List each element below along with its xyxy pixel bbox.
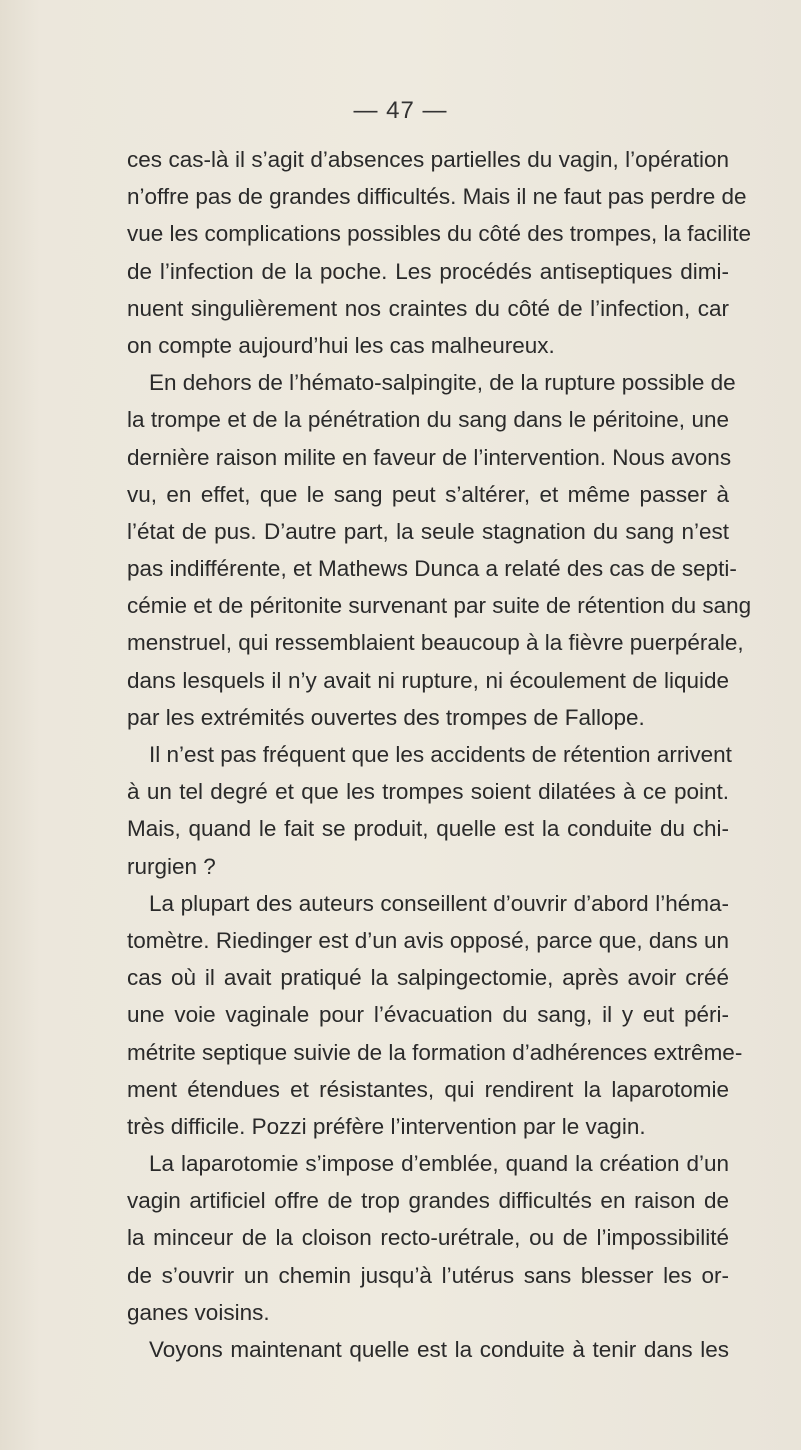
text-line: cémie et de péritonite survenant par suite de rétention du sang	[127, 593, 752, 619]
text-line: Voyons maintenant quelle est la conduite à tenir dans les	[149, 1337, 729, 1362]
text-line: vagin artificiel offre de trop grandes difficultés en raison de	[127, 1188, 729, 1214]
text-line: La plupart des auteurs conseillent d’ouvrir d’abord l’héma-	[149, 890, 729, 916]
text-line: menstruel, qui ressemblaient beaucoup à la fièvre puerpérale,	[127, 630, 744, 656]
text-line: de l’infection de la poche. Les procédés antiseptiques dimi-	[127, 258, 729, 284]
text-line: la minceur de la cloison recto-urétrale, ou de l’impossibilité	[127, 1225, 729, 1251]
text-line: La laparotomie s’impose d’emblée, quand la création d’un	[149, 1151, 729, 1177]
text-line: la trompe et de la pénétration du sang dans le péritoine, une	[127, 407, 729, 433]
text-line: ces cas-là il s’agit d’absences partielles du vagin, l’opération	[127, 147, 729, 172]
text-line: ment étendues et résistantes, qui rendirent la laparotomie	[127, 1076, 729, 1102]
text-line: dans lesquels il n’y avait ni rupture, ni écoulement de liquide	[127, 667, 729, 693]
text-line: dernière raison milite en faveur de l’intervention. Nous avons	[127, 444, 732, 470]
text-line: une voie vaginale pour l’évacuation du sang, il y eut péri-	[127, 1002, 729, 1028]
text-line: n’offre pas de grandes difficultés. Mais il ne faut pas perdre de	[127, 184, 747, 210]
text-line: cas où il avait pratiqué la salpingectomie, après avoir créé	[127, 965, 729, 991]
body-text	[127, 141, 752, 1368]
text-line: vu, en effet, que le sang peut s’altérer, et même passer à	[127, 481, 729, 507]
text-line: très difficile. Pozzi préfère l’intervention par le vagin.	[127, 1113, 646, 1139]
text-line: de s’ouvrir un chemin jusqu’à l’utérus sans blesser les or-	[127, 1262, 729, 1288]
text-line: Mais, quand le fait se produit, quelle est la conduite du chi-	[127, 816, 729, 842]
text-line: l’état de pus. D’autre part, la seule stagnation du sang n’est	[127, 518, 729, 544]
page-number: — 47 —	[353, 97, 448, 124]
text-line: on compte aujourd’hui les cas malheureux.	[127, 332, 555, 358]
text-line: par les extrémités ouvertes des trompes de Fallope.	[127, 704, 645, 730]
text-line: à un tel degré et que les trompes soient dilatées à ce point.	[127, 779, 729, 805]
text-line: vue les complications possibles du côté des trompes, la facilite	[127, 221, 752, 247]
text-line: rurgien ?	[127, 853, 216, 879]
text-line: métrite septique suivie de la formation d’adhérences extrême-	[127, 1039, 743, 1065]
text-line: tomètre. Riedinger est d’un avis opposé, parce que, dans un	[127, 927, 729, 953]
text-line: pas indifférente, et Mathews Dunca a relaté des cas de septi-	[127, 556, 737, 582]
text-line: Il n’est pas fréquent que les accidents de rétention arrivent	[149, 742, 732, 767]
text-line: nuent singulièrement nos craintes du côté de l’infection, car	[127, 295, 729, 321]
text-line: En dehors de l’hémato-salpingite, de la rupture possible de	[149, 370, 736, 396]
text-line: ganes voisins.	[127, 1299, 270, 1325]
